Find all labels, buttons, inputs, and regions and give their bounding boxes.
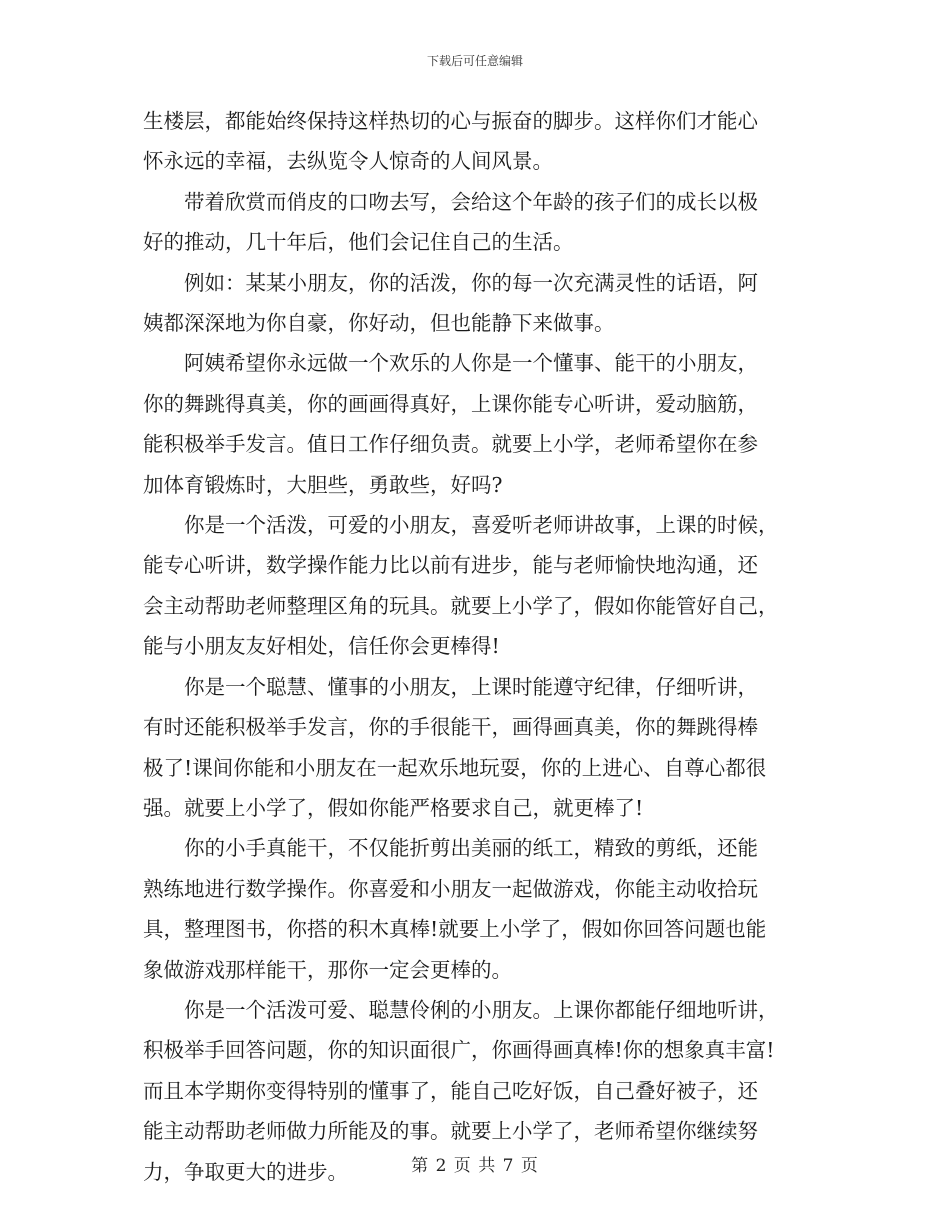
paragraph — [143, 667, 823, 829]
text-line: 你的舞跳得真美，你的画画得真好，上课你能专心听讲，爱动脑筋， — [143, 391, 758, 416]
text-line: 例如：某某小朋友，你的活泼，你的每一次充满灵性的话语，阿 — [143, 270, 758, 295]
paragraph — [143, 263, 823, 344]
text-line: 你是一个活泼，可爱的小朋友，喜爱听老师讲故事，上课的时候， — [143, 513, 779, 538]
text-line: 生楼层，都能始终保持这样热切的心与振奋的脚步。这样你们才能心 — [143, 109, 758, 133]
text-line: 姨都深深地为你自豪，你好动，但也能静下来做事。 — [143, 311, 615, 336]
text-line: 你是一个活泼可爱、聪慧伶俐的小朋友。上课你都能仔细地听讲， — [143, 997, 779, 1022]
page-number-footer: 第 2 页 共 7 页 — [411, 1156, 539, 1176]
text-line: 象做游戏那样能干，那你一定会更棒的。 — [143, 957, 512, 982]
text-line: 能与小朋友友好相处，信任你会更棒得! — [143, 634, 500, 659]
paragraph — [143, 343, 823, 505]
page-header: 下载后可任意编辑 — [426, 54, 523, 68]
text-line: 积极举手回答问题，你的知识面很广，你画得画真棒!你的想象真丰富! — [143, 1038, 775, 1063]
text-line: 有时还能积极举手发言，你的手很能干，画得画真美，你的舞跳得棒 — [143, 715, 758, 740]
text-line: 强。就要上小学了，假如你能严格要求自己，就更棒了! — [143, 795, 644, 820]
paragraph — [143, 505, 823, 667]
paragraph — [143, 828, 823, 990]
text-line: 具，整理图书，你搭的积木真棒!就要上小学了，假如你回答问题也能 — [143, 917, 767, 942]
text-line: 而且本学期你变得特别的懂事了，能自己吃好饭，自己叠好被子，还 — [143, 1078, 758, 1103]
text-line: 极了!课间你能和小朋友在一起欢乐地玩耍，你的上进心、自尊心都很 — [143, 755, 767, 780]
paragraph — [143, 182, 823, 263]
text-line: 带着欣赏而俏皮的口吻去写，会给这个年龄的孩子们的成长以极 — [143, 189, 758, 214]
text-line: 力，争取更大的进步。 — [143, 1159, 348, 1184]
text-line: 阿姨希望你永远做一个欢乐的人你是一个懂事、能干的小朋友， — [143, 351, 758, 376]
text-line: 能主动帮助老师做力所能及的事。就要上小学了，老师希望你继续努 — [143, 1119, 758, 1144]
text-line: 加体育锻炼时，大胆些，勇敢些，好吗? — [143, 472, 503, 497]
text-line: 能专心听讲，数学操作能力比以前有进步，能与老师愉快地沟通，还 — [143, 553, 758, 578]
document-body — [143, 101, 823, 1192]
text-line: 能积极举手发言。值日工作仔细负责。就要上小学，老师希望你在参 — [143, 432, 758, 457]
text-line: 会主动帮助老师整理区角的玩具。就要上小学了，假如你能管好自己， — [143, 593, 779, 618]
text-line: 好的推动，几十年后，他们会记住自己的生活。 — [143, 230, 574, 255]
text-line: 你的小手真能干，不仅能折剪出美丽的纸工，精致的剪纸，还能 — [143, 836, 758, 861]
paragraph — [143, 101, 823, 182]
text-line: 怀永远的幸福，去纵览令人惊奇的人间风景。 — [143, 149, 553, 174]
text-line: 熟练地进行数学操作。你喜爱和小朋友一起做游戏，你能主动收拾玩 — [143, 876, 758, 901]
text-line: 你是一个聪慧、懂事的小朋友，上课时能遵守纪律，仔细听讲， — [143, 674, 758, 699]
